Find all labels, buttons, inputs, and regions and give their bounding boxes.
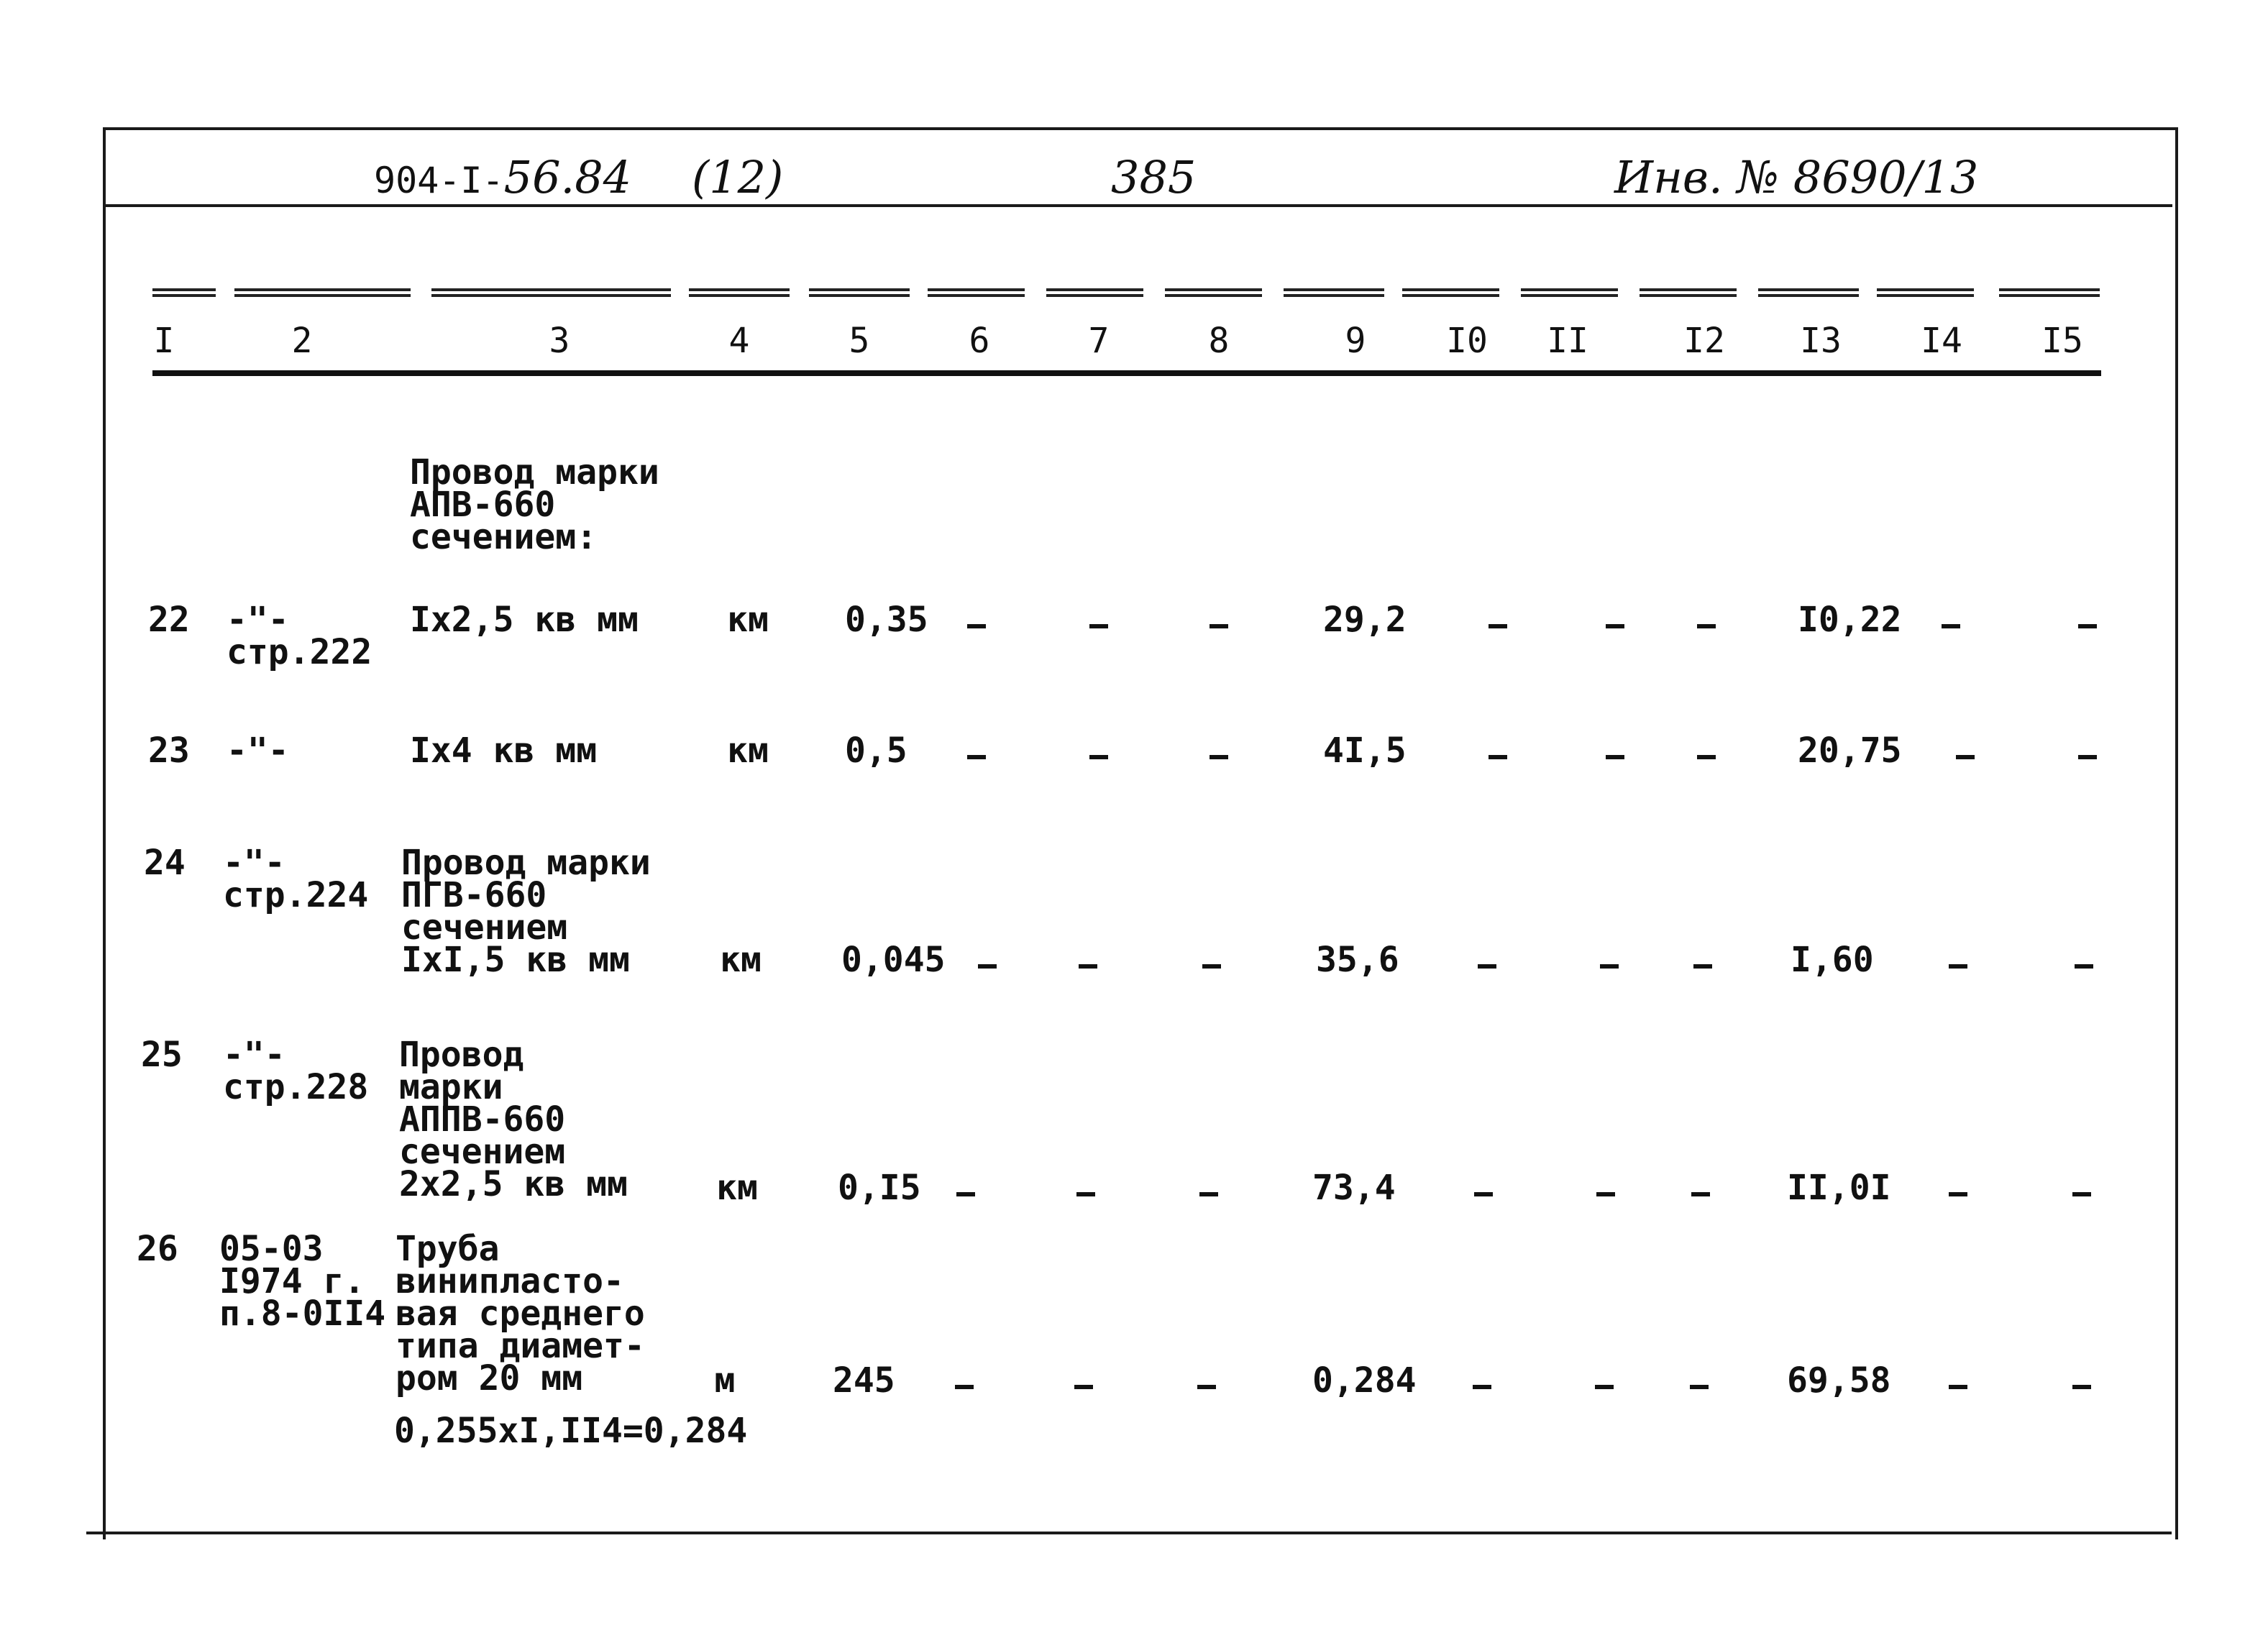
row-26-desc: Труба винипласто- вая среднего типа диамет- ром 20 мм: [395, 1229, 645, 1398]
row-24-ref: -"- стр.224: [223, 843, 369, 915]
row-26-num: 26: [137, 1229, 178, 1269]
row-26-unit: м: [714, 1360, 736, 1401]
header-divider: [103, 204, 2172, 207]
row-25-ref: -"- стр.228: [223, 1035, 369, 1107]
row-23-desc: Iх4 кв мм: [410, 731, 598, 771]
row-22-c10-dash: [1489, 624, 1507, 628]
row-22-c8-dash: [1210, 624, 1228, 628]
row-24-desc: Провод марки ПГВ-660 сечением IхI,5 кв мм: [401, 843, 651, 980]
row-22-c6-dash: [967, 624, 986, 628]
row-22-num: 22: [148, 600, 190, 640]
col-header-3: 3: [549, 321, 570, 361]
row-23-c10-dash: [1489, 755, 1507, 759]
row-23-c5: 0,5: [845, 731, 907, 771]
col-header-6: 6: [969, 321, 990, 361]
row-22-ref: -"- стр.222: [227, 600, 372, 672]
intro-description: Провод марки АПВ-660 сечением:: [410, 452, 659, 557]
col-header-8: 8: [1208, 321, 1230, 361]
dash-seg: [928, 288, 1025, 297]
row-22-c9: 29,2: [1323, 600, 1407, 640]
row-23-c15-dash: [2078, 755, 2097, 759]
row-24-c15-dash: [2075, 964, 2093, 969]
row-22-c13: I0,22: [1798, 600, 1902, 640]
row-24-c9: 35,6: [1316, 940, 1399, 980]
row-26-c15-dash: [2072, 1385, 2091, 1389]
row-26-c5: 245: [833, 1360, 895, 1401]
doc-code-hand: 56.84: [503, 151, 632, 203]
row-24-c14-dash: [1949, 964, 1967, 969]
dash-seg: [1640, 288, 1737, 297]
dash-seg: [689, 288, 790, 297]
dash-seg: [809, 288, 910, 297]
row-26-ref: 05-03 I974 г. п.8-0II4: [219, 1229, 386, 1334]
row-23-c7-dash: [1089, 755, 1108, 759]
row-22-c12-dash: [1697, 624, 1716, 628]
row-23-c8-dash: [1210, 755, 1228, 759]
row-22-c15-dash: [2078, 624, 2097, 628]
row-26-note: 0,255хI,II4=0,284: [394, 1411, 748, 1451]
row-24-c8-dash: [1202, 964, 1221, 969]
row-23-c13: 20,75: [1798, 731, 1902, 771]
row-25-c11-dash: [1596, 1192, 1615, 1196]
col-header-12: I2: [1683, 321, 1725, 361]
dash-seg: [431, 288, 671, 297]
col-header-14: I4: [1921, 321, 1962, 361]
row-26-c14-dash: [1949, 1385, 1967, 1389]
row-26-c6-dash: [955, 1385, 974, 1389]
row-22-unit: км: [727, 600, 769, 640]
row-22-desc: Iх2,5 кв мм: [410, 600, 639, 640]
row-25-desc: Провод марки АППВ-660 сечением 2х2,5 кв мм: [399, 1035, 628, 1204]
dash-seg: [152, 288, 216, 297]
row-23-c14-dash: [1956, 755, 1975, 759]
row-26-c7-dash: [1074, 1385, 1093, 1389]
row-25-c5: 0,I5: [838, 1168, 921, 1208]
row-26-c13: 69,58: [1787, 1360, 1891, 1401]
row-23-c6-dash: [967, 755, 986, 759]
row-25-unit: км: [716, 1168, 758, 1208]
row-25-c10-dash: [1474, 1192, 1493, 1196]
row-23-c11-dash: [1606, 755, 1624, 759]
row-24-c10-dash: [1478, 964, 1496, 969]
row-23-ref: -"-: [227, 731, 289, 771]
col-header-9: 9: [1345, 321, 1366, 361]
row-25-c15-dash: [2072, 1192, 2091, 1196]
row-25-c13: II,0I: [1787, 1168, 1891, 1208]
row-22-c7-dash: [1089, 624, 1108, 628]
header-bottom-rule: [152, 370, 2101, 376]
row-24-c12-dash: [1693, 964, 1712, 969]
col-header-7: 7: [1088, 321, 1110, 361]
page-frame-bottom: [86, 1532, 2172, 1534]
row-23-c12-dash: [1697, 755, 1716, 759]
col-header-4: 4: [728, 321, 750, 361]
row-25-c12-dash: [1691, 1192, 1710, 1196]
col-header-11: II: [1547, 321, 1588, 361]
doc-code-printed: 904-I-: [374, 160, 504, 201]
row-26-c12-dash: [1690, 1385, 1709, 1389]
row-26-c8-dash: [1197, 1385, 1216, 1389]
col-header-15: I5: [2041, 321, 2083, 361]
inventory-number: Инв. № 8690/13: [1614, 151, 1979, 203]
row-22-c11-dash: [1606, 624, 1624, 628]
row-23-c9: 4I,5: [1323, 731, 1407, 771]
row-26-c11-dash: [1595, 1385, 1614, 1389]
row-22-c14-dash: [1942, 624, 1960, 628]
col-header-10: I0: [1446, 321, 1488, 361]
row-25-c9: 73,4: [1312, 1168, 1396, 1208]
dash-seg: [1521, 288, 1618, 297]
row-25-num: 25: [141, 1035, 183, 1075]
row-24-c7-dash: [1079, 964, 1097, 969]
row-24-c6-dash: [978, 964, 997, 969]
row-25-c14-dash: [1949, 1192, 1967, 1196]
dash-seg: [1284, 288, 1384, 297]
dash-seg: [1165, 288, 1262, 297]
doc-code: [374, 151, 631, 203]
row-25-c7-dash: [1076, 1192, 1095, 1196]
dash-seg: [1402, 288, 1499, 297]
col-header-13: I3: [1800, 321, 1842, 361]
dash-seg: [1877, 288, 1974, 297]
dash-seg: [1999, 288, 2100, 297]
row-22-c5: 0,35: [845, 600, 928, 640]
row-24-unit: км: [720, 940, 762, 980]
row-25-c6-dash: [956, 1192, 975, 1196]
page-number: 385: [1111, 151, 1197, 203]
col-header-2: 2: [291, 321, 313, 361]
row-24-num: 24: [144, 843, 186, 883]
sheet-number: (12): [692, 151, 784, 203]
row-24-c11-dash: [1600, 964, 1619, 969]
dash-seg: [1046, 288, 1143, 297]
col-header-1: I: [153, 321, 175, 361]
row-23-unit: км: [727, 731, 769, 771]
row-23-num: 23: [148, 731, 190, 771]
col-header-5: 5: [849, 321, 870, 361]
row-24-c5: 0,045: [841, 940, 946, 980]
dash-seg: [234, 288, 411, 297]
row-24-c13: I,60: [1791, 940, 1874, 980]
row-26-c10-dash: [1473, 1385, 1491, 1389]
row-25-c8-dash: [1199, 1192, 1218, 1196]
row-26-c9: 0,284: [1312, 1360, 1417, 1401]
dash-seg: [1758, 288, 1859, 297]
